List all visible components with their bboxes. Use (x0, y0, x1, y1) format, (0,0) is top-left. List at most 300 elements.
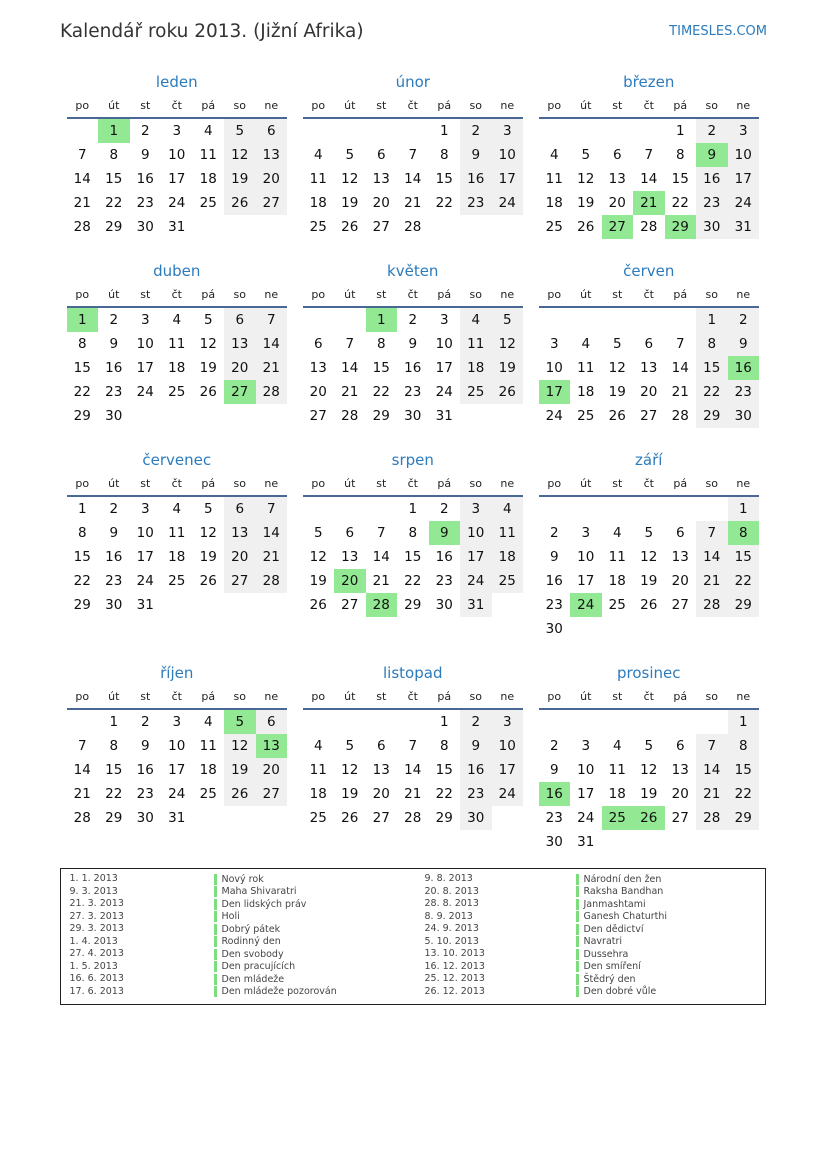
day-cell: 22 (105, 786, 123, 802)
weekend-day-cell: 6 (256, 119, 288, 143)
weekday-label: so (233, 99, 246, 112)
empty-day-cell (256, 593, 288, 617)
month-block (67, 450, 288, 650)
legend-entry (425, 986, 668, 999)
empty-day-cell (696, 617, 728, 641)
day-cell: 10 (136, 336, 154, 352)
weekday-label: po (75, 99, 90, 112)
week-row (539, 617, 760, 641)
day-cell: 6 (675, 738, 685, 754)
day-cell: 2 (439, 501, 449, 517)
day-cell: 5 (345, 147, 355, 163)
weekday-label: pá (437, 288, 452, 301)
legend-name: Den svobody (214, 949, 284, 960)
weekend-day-cell: 13 (256, 143, 288, 167)
weekday-label: čt (171, 690, 182, 703)
legend-date: 1. 5. 2013 (69, 960, 118, 972)
day-cell: 11 (309, 762, 327, 778)
week-row (67, 593, 288, 617)
day-cell: 20 (372, 786, 390, 802)
legend-date: 27. 4. 2013 (69, 948, 124, 959)
day-cell: 23 (105, 573, 123, 589)
week-row (67, 191, 288, 215)
weekend-day-cell: 5 (492, 308, 524, 332)
month-title: květen (387, 262, 439, 280)
legend-name: Den smíření (576, 961, 641, 972)
holiday-day-cell: 9 (696, 143, 728, 167)
day-cell: 12 (199, 525, 217, 541)
weekend-day-cell: 16 (696, 167, 728, 191)
day-cell: 18 (577, 384, 595, 400)
weekday-header (67, 475, 288, 493)
day-cell: 29 (73, 597, 91, 613)
month-title: březen (623, 73, 675, 91)
week-row (539, 143, 760, 167)
day-cell: 22 (435, 195, 453, 211)
weekend-day-cell: 13 (224, 332, 256, 356)
empty-day-cell (492, 593, 524, 617)
day-cell: 31 (435, 408, 453, 424)
week-row (539, 782, 760, 806)
weekday-label: st (140, 477, 151, 490)
legend-entry (70, 948, 337, 961)
day-cell: 4 (313, 738, 323, 754)
day-cell: 18 (309, 195, 327, 211)
day-cell: 11 (168, 525, 186, 541)
empty-day-cell (602, 710, 634, 734)
weekend-day-cell: 20 (224, 356, 256, 380)
empty-day-cell (633, 497, 665, 521)
day-cell: 27 (372, 810, 390, 826)
week-row (539, 308, 760, 332)
day-cell: 6 (376, 147, 386, 163)
legend-name: Ganesh Chaturthi (576, 911, 668, 922)
day-cell: 5 (345, 738, 355, 754)
weekday-label: st (140, 99, 151, 112)
empty-day-cell (303, 497, 335, 521)
day-cell: 14 (73, 762, 91, 778)
day-cell: 26 (341, 810, 359, 826)
week-row (303, 143, 524, 167)
weekday-label: ne (736, 690, 751, 703)
day-cell: 15 (435, 171, 453, 187)
day-cell: 17 (136, 549, 154, 565)
week-row (67, 734, 288, 758)
weekend-day-cell: 10 (728, 143, 760, 167)
weekday-label: pá (673, 288, 688, 301)
day-cell: 19 (341, 195, 359, 211)
day-cell: 26 (608, 408, 626, 424)
weekend-day-cell: 3 (460, 497, 492, 521)
day-cell: 30 (136, 810, 154, 826)
week-row (303, 119, 524, 143)
day-cell: 28 (341, 408, 359, 424)
day-cell: 5 (612, 336, 622, 352)
weekday-label: čt (643, 288, 654, 301)
day-cell: 4 (172, 312, 182, 328)
day-cell: 24 (168, 195, 186, 211)
empty-day-cell (397, 119, 429, 143)
weekday-label: po (547, 477, 562, 490)
month-block (67, 663, 288, 863)
day-cell: 18 (199, 762, 217, 778)
page-title: Kalendář roku 2013. (Jižní Afrika) (60, 21, 364, 42)
day-cell: 28 (404, 810, 422, 826)
weekday-header (303, 475, 524, 493)
weekday-header (67, 97, 288, 115)
weekend-day-cell: 31 (728, 215, 760, 239)
day-cell: 13 (671, 762, 689, 778)
month-title: únor (395, 73, 430, 91)
weekend-day-cell: 7 (696, 521, 728, 545)
day-cell: 22 (671, 195, 689, 211)
day-cell: 16 (545, 573, 563, 589)
empty-day-cell (256, 215, 288, 239)
week-row (303, 734, 524, 758)
day-cell: 2 (109, 312, 119, 328)
weekday-header (539, 286, 760, 304)
day-cell: 12 (640, 762, 658, 778)
empty-day-cell (633, 830, 665, 854)
weekday-label: pá (437, 477, 452, 490)
legend-entry (425, 948, 668, 961)
day-cell: 18 (168, 549, 186, 565)
day-cell: 22 (73, 384, 91, 400)
week-row (539, 545, 760, 569)
day-cell: 21 (404, 195, 422, 211)
weekend-day-cell: 17 (460, 545, 492, 569)
day-cell: 11 (309, 171, 327, 187)
day-cell: 7 (77, 738, 87, 754)
weekday-label: pá (201, 99, 216, 112)
weekday-label: st (140, 690, 151, 703)
day-cell: 3 (140, 501, 150, 517)
legend-date: 26. 12. 2013 (424, 985, 485, 997)
day-cell: 2 (140, 123, 150, 139)
weekday-label: st (612, 477, 623, 490)
legend-date: 1. 4. 2013 (69, 935, 118, 947)
weekend-day-cell: 6 (224, 497, 256, 521)
day-cell: 25 (545, 219, 563, 235)
day-cell: 26 (640, 597, 658, 613)
empty-day-cell (492, 404, 524, 428)
weekend-day-cell: 23 (460, 782, 492, 806)
weekend-day-cell: 28 (696, 593, 728, 617)
day-cell: 11 (577, 360, 595, 376)
month-title: říjen (160, 664, 194, 682)
day-cell: 4 (581, 336, 591, 352)
empty-day-cell (460, 404, 492, 428)
legend-entry (70, 961, 337, 974)
day-cell: 10 (577, 549, 595, 565)
weekday-label: st (612, 690, 623, 703)
weekday-label: út (344, 99, 356, 112)
weekday-label: út (580, 288, 592, 301)
weekend-day-cell: 25 (492, 569, 524, 593)
day-cell: 27 (671, 810, 689, 826)
weekend-day-cell: 12 (224, 734, 256, 758)
week-row (67, 167, 288, 191)
day-cell: 4 (313, 147, 323, 163)
empty-day-cell (256, 806, 288, 830)
day-cell: 24 (545, 408, 563, 424)
empty-day-cell (492, 215, 524, 239)
day-cell: 29 (105, 810, 123, 826)
weekend-day-cell: 2 (460, 710, 492, 734)
empty-day-cell (633, 119, 665, 143)
weekend-day-cell: 1 (696, 308, 728, 332)
day-cell: 6 (376, 738, 386, 754)
week-row (67, 710, 288, 734)
day-cell: 17 (168, 171, 186, 187)
day-cell: 4 (203, 123, 213, 139)
legend-date: 24. 9. 2013 (424, 923, 479, 934)
day-cell: 27 (640, 408, 658, 424)
day-cell: 10 (168, 738, 186, 754)
weekday-label: st (140, 288, 151, 301)
day-cell: 10 (168, 147, 186, 163)
weekday-label: so (469, 99, 482, 112)
legend-date: 9. 8. 2013 (424, 873, 473, 884)
day-cell: 7 (644, 147, 654, 163)
day-cell: 1 (439, 123, 449, 139)
day-cell: 1 (77, 501, 87, 517)
day-cell: 8 (439, 147, 449, 163)
weekday-label: so (233, 690, 246, 703)
weekday-header (539, 475, 760, 493)
empty-day-cell (633, 308, 665, 332)
day-cell: 30 (404, 408, 422, 424)
legend-name: Den dědictví (576, 924, 644, 935)
weekend-day-cell: 6 (256, 710, 288, 734)
day-cell: 3 (172, 123, 182, 139)
weekend-day-cell: 9 (460, 734, 492, 758)
empty-day-cell (696, 710, 728, 734)
week-row (539, 215, 760, 239)
empty-day-cell (665, 617, 697, 641)
legend-date: 5. 10. 2013 (424, 935, 479, 947)
legend-name: Holi (214, 911, 240, 922)
weekday-header (67, 688, 288, 706)
day-cell: 9 (408, 336, 418, 352)
day-cell: 6 (345, 525, 355, 541)
day-cell: 19 (577, 195, 595, 211)
day-cell: 8 (77, 525, 87, 541)
day-cell: 30 (435, 597, 453, 613)
weekend-day-cell: 28 (696, 806, 728, 830)
day-cell: 14 (372, 549, 390, 565)
day-cell: 10 (545, 360, 563, 376)
legend-date: 1. 1. 2013 (69, 873, 118, 884)
week-row (539, 806, 760, 830)
weekday-label: po (311, 477, 326, 490)
empty-day-cell (665, 710, 697, 734)
legend-name: Maha Shivaratri (214, 886, 297, 897)
holiday-day-cell: 1 (98, 119, 130, 143)
weekend-day-cell: 21 (696, 782, 728, 806)
weekday-label: pá (673, 99, 688, 112)
empty-day-cell (539, 497, 571, 521)
empty-day-cell (429, 215, 461, 239)
weekday-header (67, 286, 288, 304)
empty-day-cell (728, 617, 760, 641)
legend-entry (425, 873, 668, 886)
weekend-day-cell: 3 (492, 710, 524, 734)
week-row (67, 521, 288, 545)
weekday-label: st (376, 288, 387, 301)
month-block (539, 72, 760, 272)
empty-day-cell (539, 710, 571, 734)
weekday-label: čt (171, 477, 182, 490)
day-cell: 3 (581, 738, 591, 754)
weekend-day-cell: 3 (728, 119, 760, 143)
day-cell: 12 (577, 171, 595, 187)
month-title: srpen (391, 451, 434, 469)
legend-name: Den mládeže pozorován (214, 986, 337, 997)
week-row (67, 569, 288, 593)
day-cell: 20 (640, 384, 658, 400)
holiday-day-cell: 29 (665, 215, 697, 239)
weekend-day-cell: 2 (696, 119, 728, 143)
holiday-day-cell: 20 (334, 569, 366, 593)
day-cell: 9 (140, 147, 150, 163)
day-cell: 13 (309, 360, 327, 376)
weekday-label: so (705, 288, 718, 301)
week-row (303, 569, 524, 593)
empty-day-cell (665, 830, 697, 854)
weekday-label: ne (264, 99, 279, 112)
weekend-day-cell: 14 (696, 758, 728, 782)
day-cell: 7 (675, 336, 685, 352)
week-row (539, 521, 760, 545)
empty-day-cell (334, 710, 366, 734)
day-cell: 30 (105, 597, 123, 613)
empty-day-cell (728, 830, 760, 854)
day-cell: 2 (549, 738, 559, 754)
legend-entry (70, 936, 337, 949)
day-cell: 25 (608, 597, 626, 613)
empty-day-cell (224, 215, 256, 239)
legend-entry (70, 973, 337, 986)
weekend-day-cell: 17 (492, 167, 524, 191)
day-cell: 18 (545, 195, 563, 211)
empty-day-cell (193, 806, 225, 830)
day-cell: 24 (136, 573, 154, 589)
legend-entry (70, 923, 337, 936)
day-cell: 20 (671, 786, 689, 802)
month-title: prosinec (616, 664, 681, 682)
weekday-label: út (108, 99, 120, 112)
holiday-day-cell: 1 (67, 308, 99, 332)
weekend-day-cell: 17 (492, 758, 524, 782)
day-cell: 8 (77, 336, 87, 352)
day-cell: 14 (671, 360, 689, 376)
weekday-label: pá (201, 477, 216, 490)
holiday-day-cell: 1 (366, 308, 398, 332)
day-cell: 16 (136, 762, 154, 778)
weekend-day-cell: 20 (256, 758, 288, 782)
weekend-day-cell: 26 (492, 380, 524, 404)
weekday-label: po (311, 288, 326, 301)
day-cell: 22 (372, 384, 390, 400)
weekend-day-cell: 24 (460, 569, 492, 593)
empty-day-cell (633, 617, 665, 641)
week-row (67, 758, 288, 782)
empty-day-cell (193, 404, 225, 428)
day-cell: 30 (105, 408, 123, 424)
weekday-header (303, 97, 524, 115)
legend-date: 13. 10. 2013 (424, 948, 485, 959)
weekend-day-cell: 28 (256, 380, 288, 404)
day-cell: 3 (140, 312, 150, 328)
day-cell: 15 (435, 762, 453, 778)
week-row (67, 119, 288, 143)
weekend-day-cell: 7 (256, 308, 288, 332)
weekday-label: ne (264, 690, 279, 703)
weekday-label: pá (437, 690, 452, 703)
weekend-day-cell: 31 (460, 593, 492, 617)
day-cell: 12 (341, 762, 359, 778)
weekend-day-cell: 11 (492, 521, 524, 545)
day-cell: 22 (435, 786, 453, 802)
empty-day-cell (161, 404, 193, 428)
legend-name: Den pracujících (214, 961, 296, 972)
legend-name: Den mládeže (214, 974, 285, 985)
weekend-day-cell: 24 (492, 191, 524, 215)
day-cell: 10 (577, 762, 595, 778)
day-cell: 20 (671, 573, 689, 589)
week-row (539, 569, 760, 593)
weekday-label: po (547, 288, 562, 301)
month-block (303, 450, 524, 650)
month-block (67, 72, 288, 272)
day-cell: 26 (309, 597, 327, 613)
weekend-day-cell: 22 (728, 569, 760, 593)
day-cell: 13 (341, 549, 359, 565)
weekday-label: po (311, 99, 326, 112)
weekend-day-cell: 26 (224, 782, 256, 806)
day-cell: 14 (341, 360, 359, 376)
weekday-label: po (547, 690, 562, 703)
day-cell: 28 (73, 219, 91, 235)
weekend-day-cell: 30 (460, 806, 492, 830)
weekend-day-cell: 8 (696, 332, 728, 356)
week-row (303, 167, 524, 191)
legend-entry (70, 886, 337, 899)
legend-entry (425, 973, 668, 986)
weekday-label: ne (500, 477, 515, 490)
legend-entry (70, 898, 337, 911)
weekend-day-cell: 30 (728, 404, 760, 428)
weekday-label: pá (201, 690, 216, 703)
legend-name: Den lidských práv (214, 899, 307, 910)
day-cell: 4 (612, 525, 622, 541)
day-cell: 10 (136, 525, 154, 541)
week-row (67, 404, 288, 428)
month-block (539, 450, 760, 650)
weekday-label: út (580, 99, 592, 112)
weekend-day-cell: 2 (728, 308, 760, 332)
empty-day-cell (224, 404, 256, 428)
weekend-day-cell: 16 (460, 167, 492, 191)
empty-day-cell (67, 710, 99, 734)
weekend-day-cell: 5 (224, 119, 256, 143)
month-title: leden (155, 73, 198, 91)
site-link[interactable]: TIMESLES.COM (669, 24, 767, 39)
weekend-day-cell: 17 (728, 167, 760, 191)
day-cell: 1 (408, 501, 418, 517)
weekday-label: so (705, 99, 718, 112)
